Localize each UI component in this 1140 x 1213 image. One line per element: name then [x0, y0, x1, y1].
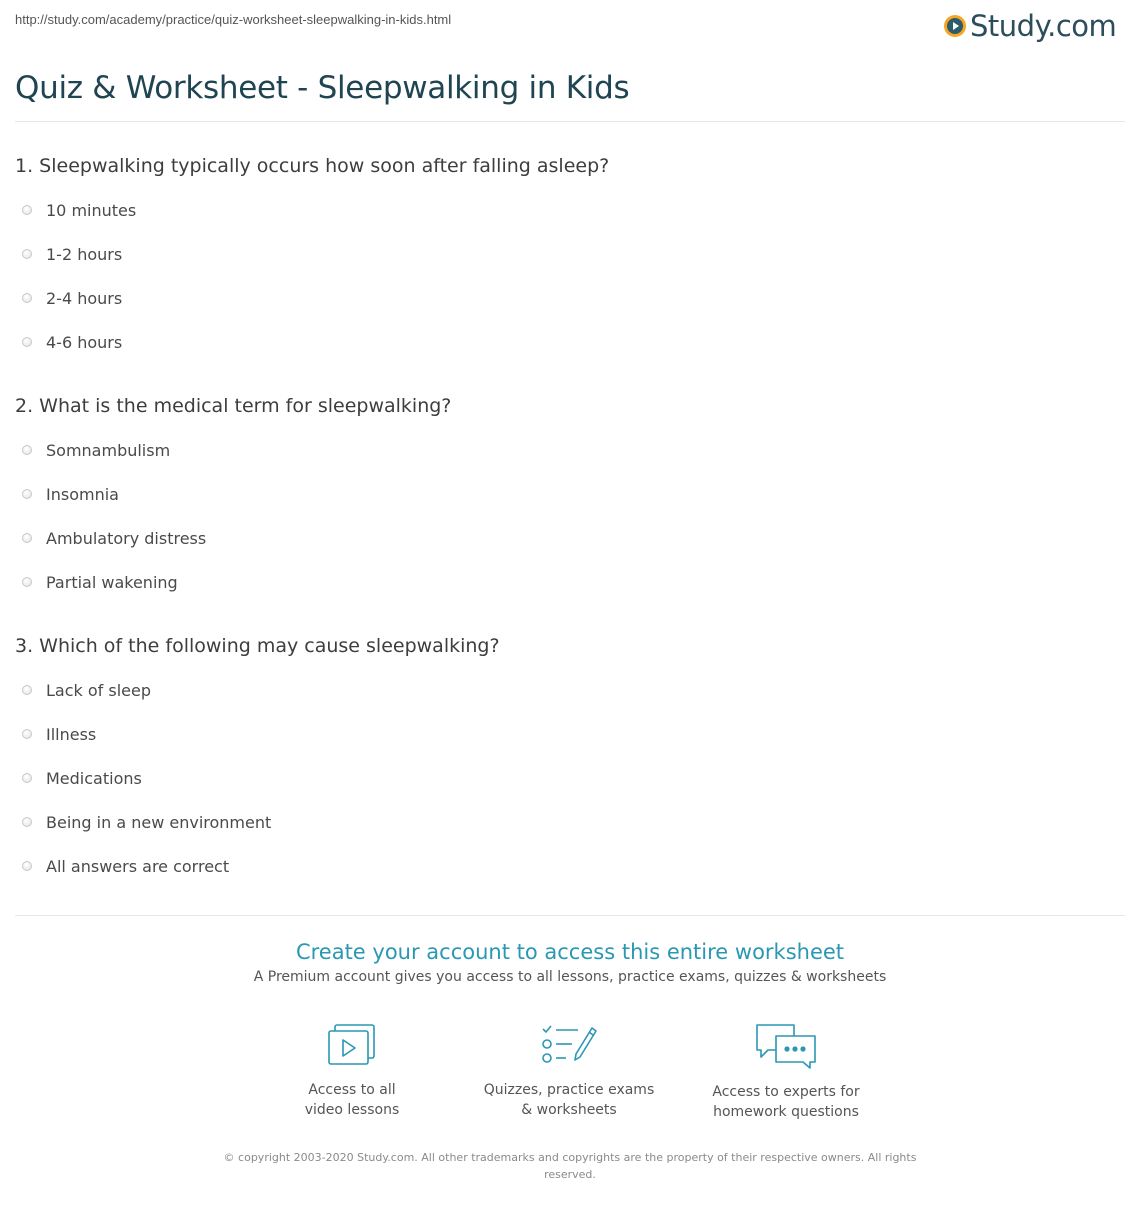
- feature-label-line-2: & worksheets: [521, 1102, 617, 1118]
- play-circle-icon: [944, 15, 966, 37]
- video-lessons-icon: [326, 1022, 378, 1068]
- study-logo[interactable]: [944, 9, 1116, 43]
- page-title: Quiz & Worksheet - Sleepwalking in Kids: [15, 70, 630, 106]
- feature-experts: [686, 1022, 886, 1122]
- question-2: 2. What is the medical term for sleepwalking?: [15, 395, 452, 417]
- question-3-option-1[interactable]: Lack of sleep: [22, 680, 151, 700]
- question-1-option-4[interactable]: 4-6 hours: [22, 332, 122, 352]
- radio-button[interactable]: [22, 533, 32, 543]
- page-url: http://study.com/academy/practice/quiz-worksheet-sleepwalking-in-kids.html: [15, 12, 452, 27]
- radio-button[interactable]: [22, 249, 32, 259]
- question-1-option-1[interactable]: 10 minutes: [22, 200, 136, 220]
- question-3-option-3[interactable]: Medications: [22, 768, 142, 788]
- radio-button[interactable]: [22, 577, 32, 587]
- question-2-option-4[interactable]: Partial wakening: [22, 572, 178, 592]
- feature-quizzes: [469, 1022, 669, 1120]
- radio-button[interactable]: [22, 205, 32, 215]
- radio-button[interactable]: [22, 685, 32, 695]
- radio-button[interactable]: [22, 729, 32, 739]
- question-3-option-5[interactable]: All answers are correct: [22, 856, 229, 876]
- question-1-option-2[interactable]: 1-2 hours: [22, 244, 122, 264]
- question-2-option-1[interactable]: Somnambulism: [22, 440, 170, 460]
- cta-subtitle: A Premium account gives you access to all lessons, practice exams, quizzes & worksheets: [253, 969, 887, 985]
- feature-video-lessons: [252, 1022, 452, 1120]
- question-3-option-4[interactable]: Being in a new environment: [22, 812, 271, 832]
- divider: [15, 121, 1125, 122]
- feature-label-line-2: homework questions: [713, 1104, 859, 1120]
- question-3-option-2[interactable]: Illness: [22, 724, 96, 744]
- feature-label-line-1: Quizzes, practice exams: [483, 1082, 655, 1098]
- divider: [15, 915, 1125, 916]
- create-account-link[interactable]: Create your account to access this entire worksheet: [295, 940, 845, 964]
- quiz-checklist-icon: [540, 1022, 598, 1068]
- feature-label-line-1: Access to experts for: [712, 1084, 860, 1100]
- radio-button[interactable]: [22, 817, 32, 827]
- question-2-option-2[interactable]: Insomnia: [22, 484, 119, 504]
- radio-button[interactable]: [22, 337, 32, 347]
- radio-button[interactable]: [22, 773, 32, 783]
- radio-button[interactable]: [22, 861, 32, 871]
- expert-chat-icon: [754, 1022, 818, 1070]
- question-1: 1. Sleepwalking typically occurs how soon after falling asleep?: [15, 155, 610, 177]
- logo-text: Study.com: [970, 9, 1117, 43]
- feature-label-line-1: Access to all: [308, 1082, 396, 1098]
- radio-button[interactable]: [22, 489, 32, 499]
- copyright: © copyright 2003-2020 Study.com. All other trademarks and copyrights are the property of their respective owners. All rights reserved.: [223, 1151, 917, 1181]
- question-1-option-3[interactable]: 2-4 hours: [22, 288, 122, 308]
- question-2-option-3[interactable]: Ambulatory distress: [22, 528, 206, 548]
- feature-label-line-2: video lessons: [304, 1102, 400, 1118]
- radio-button[interactable]: [22, 293, 32, 303]
- question-3: 3. Which of the following may cause sleepwalking?: [15, 635, 500, 657]
- radio-button[interactable]: [22, 445, 32, 455]
